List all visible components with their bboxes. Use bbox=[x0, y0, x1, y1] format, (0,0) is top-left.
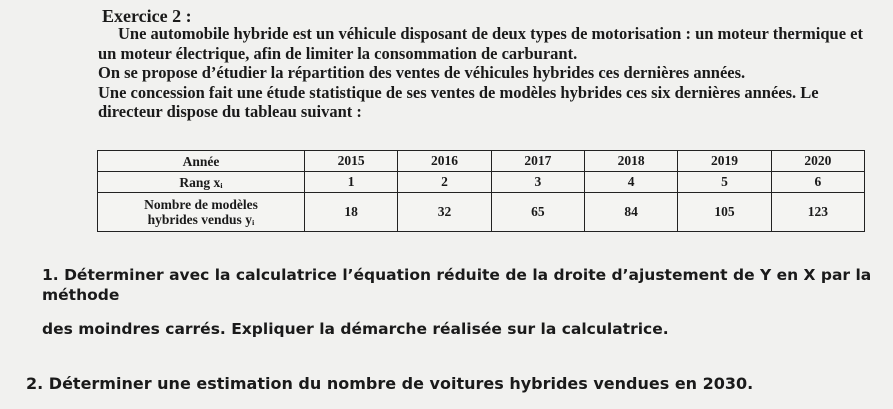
year-cell: 2020 bbox=[771, 151, 864, 172]
sales-cell: 65 bbox=[491, 193, 584, 232]
exercise-title: Exercice 2 : bbox=[102, 6, 192, 26]
question-1-line-1: 1. Déterminer avec la calculatrice l’équation réduite de la droite d’ajustement de Y en X par la méthode bbox=[42, 266, 872, 304]
row-header-sales-line2: hybrides vendus yᵢ bbox=[147, 212, 255, 227]
row-header-year: Année bbox=[98, 151, 305, 172]
rank-cell: 4 bbox=[584, 172, 677, 193]
question-1 bbox=[42, 265, 882, 339]
intro-paragraph-1: Une automobile hybride est un véhicule disposant de deux types de motorisation : un moteur thermique et un moteur électrique, afin de limiter la consommation de carburant. bbox=[98, 24, 863, 63]
exercise-intro bbox=[98, 24, 868, 122]
sales-cell: 32 bbox=[398, 193, 491, 232]
sales-cell: 84 bbox=[584, 193, 677, 232]
rank-cell: 3 bbox=[491, 172, 584, 193]
year-cell: 2015 bbox=[305, 151, 398, 172]
intro-paragraph-3: Une concession fait une étude statistique de ses ventes de modèles hybrides ces six dernières années. Le directeur dispose du tableau suivant : bbox=[98, 82, 819, 121]
year-cell: 2017 bbox=[491, 151, 584, 172]
rank-cell: 2 bbox=[398, 172, 491, 193]
sales-cell: 18 bbox=[305, 193, 398, 232]
table-row-sales bbox=[98, 193, 865, 232]
row-header-rank: Rang xᵢ bbox=[98, 172, 305, 193]
sales-cell: 123 bbox=[771, 193, 864, 232]
intro-paragraph-2: On se propose d’étudier la répartition des ventes de véhicules hybrides ces dernières années. bbox=[98, 63, 746, 82]
row-header-sales bbox=[98, 193, 305, 232]
row-header-sales-line1: Nombre de modèles bbox=[144, 197, 258, 212]
year-cell: 2018 bbox=[584, 151, 677, 172]
question-2: 2. Déterminer une estimation du nombre de voitures hybrides vendues en 2030. bbox=[26, 374, 754, 393]
year-cell: 2019 bbox=[678, 151, 771, 172]
rank-cell: 6 bbox=[771, 172, 864, 193]
year-cell: 2016 bbox=[398, 151, 491, 172]
table-row-years bbox=[98, 151, 865, 172]
question-1-line-2: des moindres carrés. Expliquer la démarche réalisée sur la calculatrice. bbox=[42, 320, 669, 338]
rank-cell: 5 bbox=[678, 172, 771, 193]
sales-table bbox=[97, 150, 865, 232]
rank-cell: 1 bbox=[305, 172, 398, 193]
table-row-ranks bbox=[98, 172, 865, 193]
sales-cell: 105 bbox=[678, 193, 771, 232]
